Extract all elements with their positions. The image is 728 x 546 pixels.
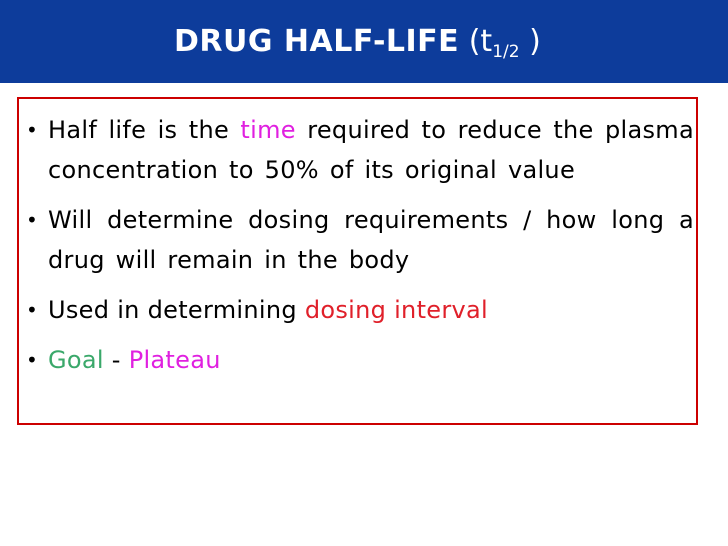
highlight-time: time bbox=[240, 116, 296, 144]
title-symbol-open: (t bbox=[468, 24, 493, 59]
highlight-plateau: Plateau bbox=[128, 346, 221, 374]
bullet-item-dosing-interval bbox=[26, 290, 694, 330]
bullet-separator: - bbox=[103, 346, 129, 374]
bullet-item-goal bbox=[26, 340, 694, 380]
highlight-goal: Goal bbox=[48, 346, 104, 374]
bullet-text: required to reduce the plasma concentration to 50% of its original value bbox=[48, 116, 694, 184]
title-subscript: 1/2 bbox=[492, 42, 520, 62]
bullet-list bbox=[26, 110, 694, 390]
bullet-text: Will determine dosing requirements / how long a drug will remain in the body bbox=[48, 206, 694, 274]
bullet-item-half-life bbox=[26, 110, 694, 190]
bullet-text: Half life is the bbox=[48, 116, 241, 144]
bullet-icon: • bbox=[26, 208, 39, 232]
bullet-item-dosing-requirements bbox=[26, 200, 694, 280]
bullet-text: Used in determining bbox=[48, 296, 305, 324]
title-main: DRUG HALF-LIFE bbox=[174, 24, 460, 59]
bullet-icon: • bbox=[26, 118, 39, 142]
highlight-dosing-interval: dosing interval bbox=[304, 296, 488, 324]
slide-title bbox=[174, 22, 541, 62]
bullet-icon: • bbox=[26, 298, 39, 322]
title-bar bbox=[0, 0, 728, 83]
title-symbol-close: ) bbox=[519, 24, 541, 59]
bullet-icon: • bbox=[26, 348, 39, 372]
